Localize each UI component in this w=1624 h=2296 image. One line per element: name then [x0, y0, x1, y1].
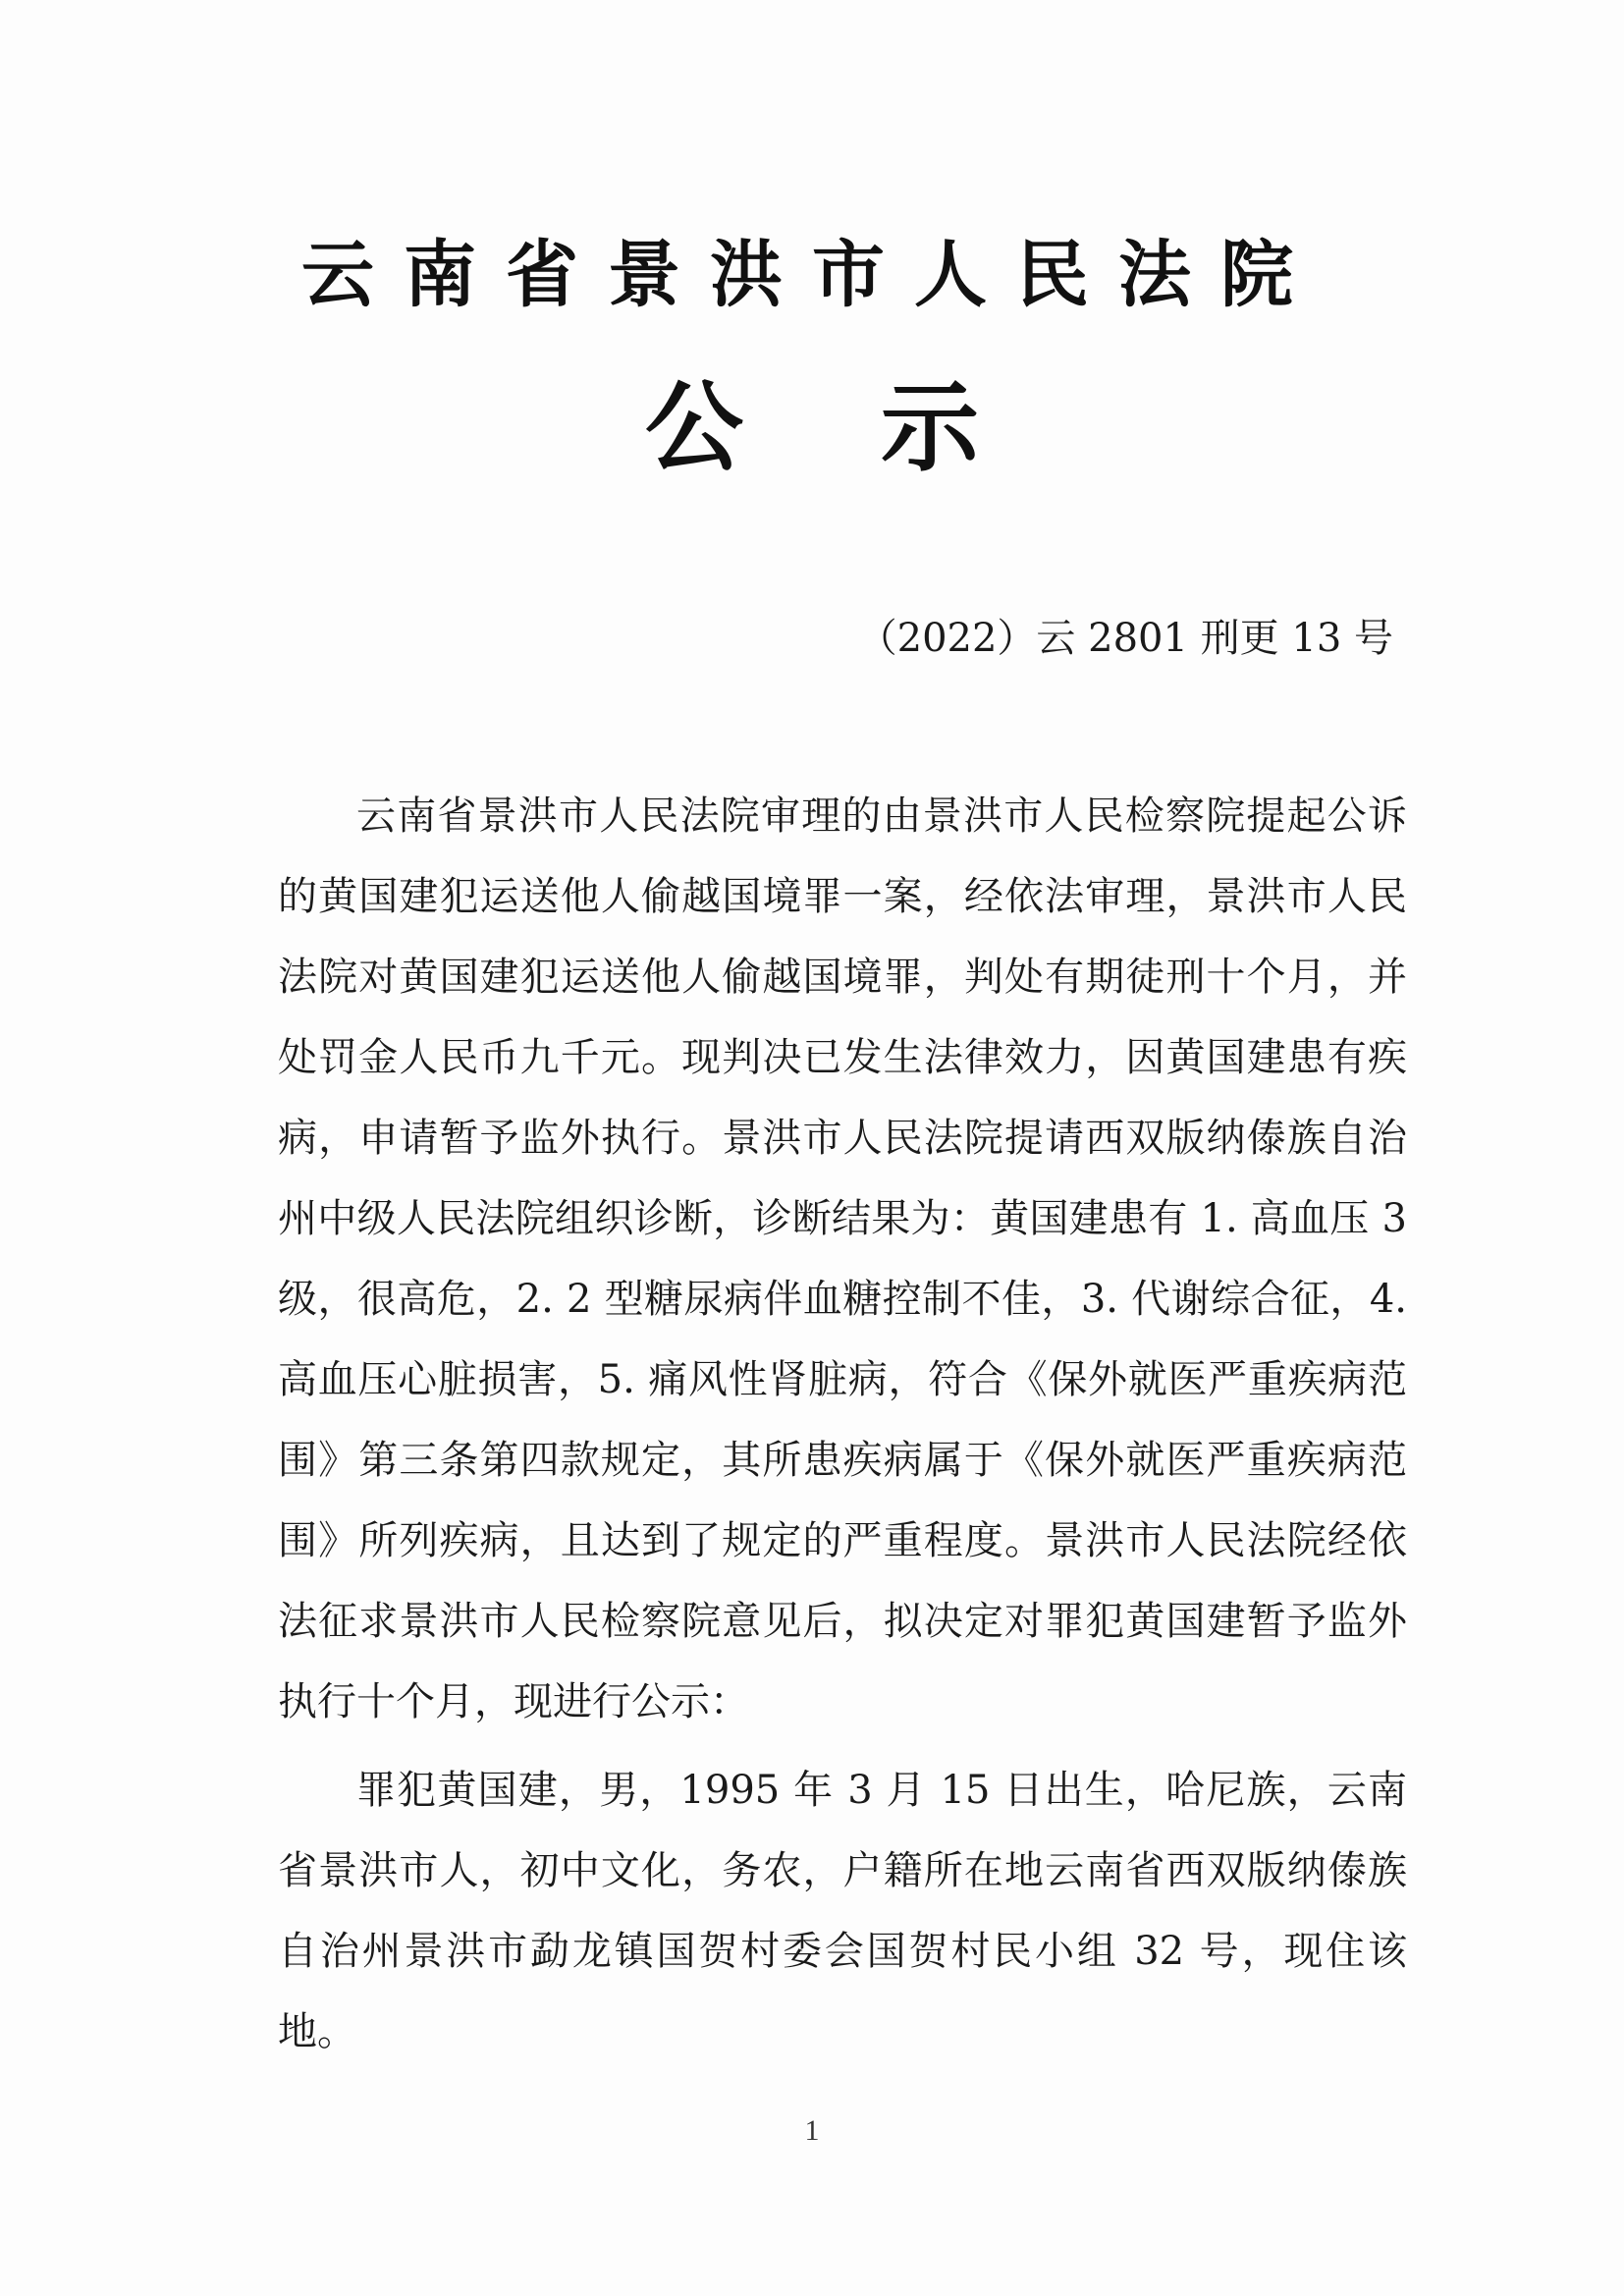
document-title: 公示	[645, 369, 1116, 485]
page-number: 1	[804, 2114, 820, 2147]
court-name-heading: 云南省景洪市人民法院	[301, 233, 1323, 317]
body-paragraph-case-summary: 云南省景洪市人民法院审理的由景洪市人民检察院提起公诉的黄国建犯运送他人偷越国境罪一案，经依法审理，景洪市人民法院对黄国建犯运送他人偷越国境罪，判处有期徒刑十个月，并处罚金人民币九千元。现判决已发生法律效力，因黄国建患有疾病，申请暂予监外执行。景洪市人民法院提请西双版纳傣族自治州中级人民法院组织诊断，诊断结果为：黄国建患有 1. 高血压 3 级，很高危，2. 2 型糖尿病伴血糖控制不佳，3. 代谢综合征，4. 高血压心脏损害，5. 痛风性肾脏病，符合《保外就医严重疾病范围》第三条第四款规定，其所患疾病属于《保外就医严重疾病范围》所列疾病，且达到了规定的严重程度。景洪市人民法院经依法征求景洪市人民检察院意见后，拟决定对罪犯黄国建暂予监外执行十个月，现进行公示：	[278, 793, 1407, 1724]
document-number: （2022）云 2801 刑更 13 号	[857, 616, 1393, 661]
document-body	[278, 776, 1407, 2080]
body-paragraph-offender-info: 罪犯黄国建，男，1995 年 3 月 15 日出生，哈尼族，云南省景洪市人，初中文化，务农，户籍所在地云南省西双版纳傣族自治州景洪市勐龙镇国贺村委会国贺村民小组 32 号，现住该地。	[278, 1768, 1407, 2054]
